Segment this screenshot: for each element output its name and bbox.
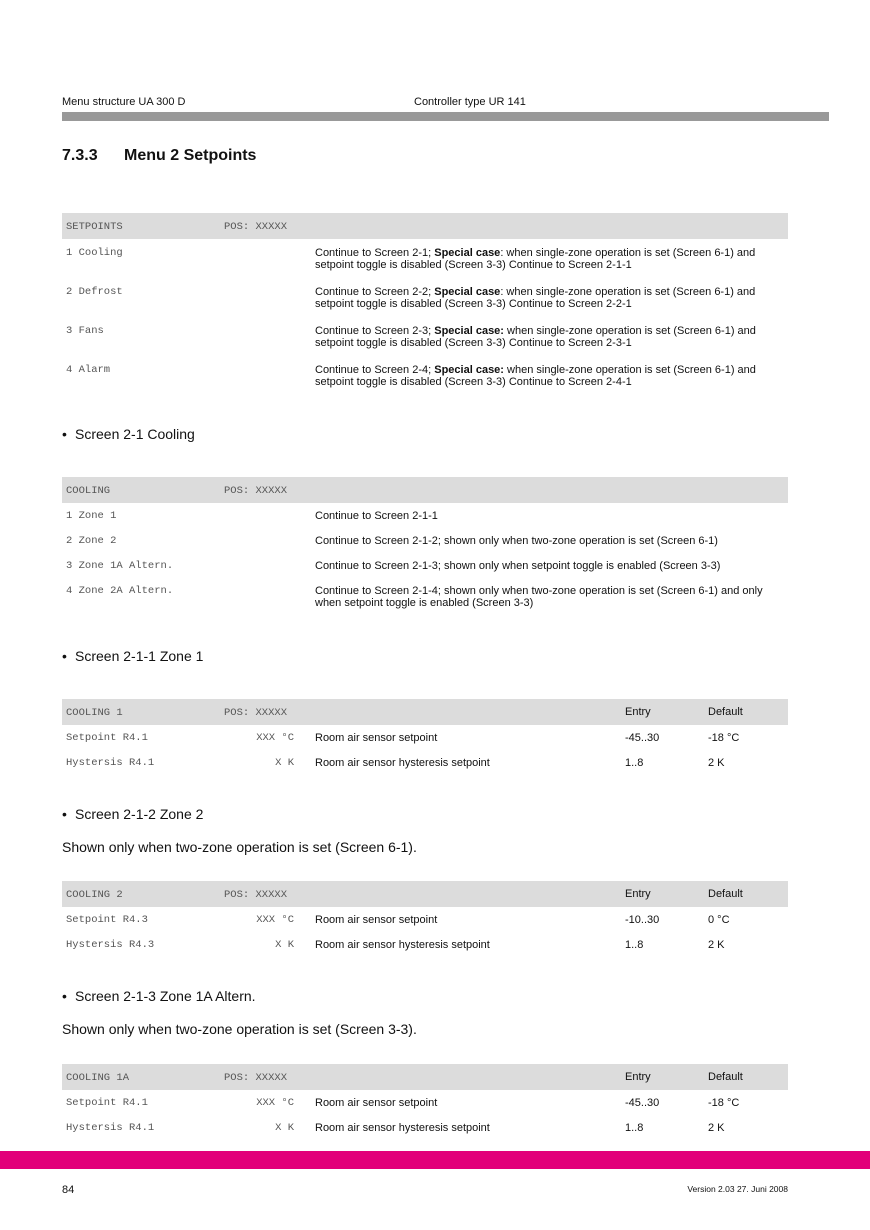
default-value: 0 °C xyxy=(708,914,730,926)
default-value: -18 °C xyxy=(708,732,740,744)
entry-range: 1..8 xyxy=(625,1122,644,1134)
header-document-title: Menu structure UA 300 D xyxy=(62,96,186,108)
screen-name: COOLING xyxy=(66,485,111,497)
menu-item: 3 Fans xyxy=(66,325,104,337)
entry-range: 1..8 xyxy=(625,757,644,769)
menu-item: 2 Zone 2 xyxy=(66,535,117,547)
screen-name: SETPOINTS xyxy=(66,221,123,233)
menu-item: 3 Zone 1A Altern. xyxy=(66,560,174,572)
parameter-name: Hystersis R4.3 xyxy=(66,939,155,951)
row-description: Continue to Screen 2-1; Special case: when single-zone operation is set (Screen 6-1) and setpoint toggle is disabled (Screen 3-3) Continue to Screen 2-1-1 xyxy=(315,247,756,271)
parameter-name: Setpoint R4.1 xyxy=(66,732,148,744)
default-header: Default xyxy=(708,888,743,900)
screen-bullet: • Screen 2-1-2 Zone 2 xyxy=(62,806,204,822)
page-number: 84 xyxy=(62,1184,75,1196)
row-description: Continue to Screen 2-1-4; shown only when two-zone operation is set (Screen 6-1) and only when setpoint toggle is enabled (Screen 3-3) xyxy=(315,585,763,609)
table-header xyxy=(62,213,788,239)
position-field: POS: XXXXX xyxy=(224,707,288,719)
bullet-icon: • xyxy=(62,988,67,1004)
row-description: Continue to Screen 2-1-1 xyxy=(315,510,438,522)
entry-header: Entry xyxy=(625,1071,651,1083)
table-header xyxy=(62,881,788,907)
setpoints-table xyxy=(62,213,788,388)
position-field: POS: XXXXX xyxy=(224,1072,288,1084)
row-description: Room air sensor hysteresis setpoint xyxy=(315,1122,490,1134)
bullet-icon: • xyxy=(62,806,67,822)
screen-name: COOLING 1 xyxy=(66,707,123,719)
section-heading xyxy=(62,147,256,165)
screen-bullet: • Screen 2-1-1 Zone 1 xyxy=(62,648,204,664)
table-header xyxy=(62,477,788,503)
default-value: 2 K xyxy=(708,757,725,769)
row-description: Continue to Screen 2-4; Special case: when single-zone operation is set (Screen 6-1) and setpoint toggle is disabled (Screen 3-3) Continue to Screen 2-4-1 xyxy=(315,364,756,388)
row-description: Continue to Screen 2-3; Special case: when single-zone operation is set (Screen 6-1) and setpoint toggle is disabled (Screen 3-3) Continue to Screen 2-3-1 xyxy=(315,325,756,349)
menu-item: 2 Defrost xyxy=(66,286,123,298)
entry-range: 1..8 xyxy=(625,939,644,951)
menu-item: 4 Alarm xyxy=(66,364,111,376)
cooling1-table xyxy=(62,699,788,769)
parameter-name: Setpoint R4.3 xyxy=(66,914,148,926)
parameter-name: Setpoint R4.1 xyxy=(66,1097,148,1109)
visibility-note: Shown only when two-zone operation is set (Screen 6-1). xyxy=(62,839,417,855)
entry-range: -45..30 xyxy=(625,1097,660,1109)
screen-bullet: • Screen 2-1-3 Zone 1A Altern. xyxy=(62,988,256,1004)
screen-name: COOLING 2 xyxy=(66,889,123,901)
default-value: 2 K xyxy=(708,1122,725,1134)
default-header: Default xyxy=(708,706,743,718)
entry-header: Entry xyxy=(625,888,651,900)
cooling-table xyxy=(62,477,788,609)
menu-item: 4 Zone 2A Altern. xyxy=(66,585,174,597)
cooling2-table xyxy=(62,881,788,951)
row-description: Room air sensor hysteresis setpoint xyxy=(315,757,490,769)
row-description: Continue to Screen 2-1-2; shown only when two-zone operation is set (Screen 6-1) xyxy=(315,535,718,547)
position-field: POS: XXXXX xyxy=(224,485,288,497)
position-field: POS: XXXXX xyxy=(224,889,288,901)
parameter-value: X K xyxy=(275,757,294,769)
row-description: Continue to Screen 2-1-3; shown only when setpoint toggle is enabled (Screen 3-3) xyxy=(315,560,721,572)
entry-range: -45..30 xyxy=(625,732,660,744)
row-description: Room air sensor setpoint xyxy=(315,1097,438,1109)
parameter-value: X K xyxy=(275,939,294,951)
entry-range: -10..30 xyxy=(625,914,660,926)
menu-item: 1 Cooling xyxy=(66,247,123,259)
visibility-note: Shown only when two-zone operation is set (Screen 3-3). xyxy=(62,1021,417,1037)
row-description: Room air sensor setpoint xyxy=(315,732,438,744)
header-divider xyxy=(62,112,829,121)
bullet-icon: • xyxy=(62,648,67,664)
default-value: -18 °C xyxy=(708,1097,740,1109)
row-description: Room air sensor setpoint xyxy=(315,914,438,926)
row-description: Room air sensor hysteresis setpoint xyxy=(315,939,490,951)
version-info: Version 2.03 27. Juni 2008 xyxy=(687,1184,788,1194)
row-description: Continue to Screen 2-2; Special case: when single-zone operation is set (Screen 6-1) and setpoint toggle is disabled (Screen 3-3) Continue to Screen 2-2-1 xyxy=(315,286,756,310)
default-value: 2 K xyxy=(708,939,725,951)
entry-header: Entry xyxy=(625,706,651,718)
table-header xyxy=(62,1064,788,1090)
screen-bullet: • Screen 2-1 Cooling xyxy=(62,426,195,442)
bullet-icon: • xyxy=(62,426,67,442)
default-header: Default xyxy=(708,1071,743,1083)
footer-accent-bar xyxy=(0,1151,870,1169)
screen-name: COOLING 1A xyxy=(66,1072,130,1084)
position-field: POS: XXXXX xyxy=(224,221,288,233)
parameter-value: XXX °C xyxy=(256,914,294,926)
parameter-value: X K xyxy=(275,1122,294,1134)
parameter-value: XXX °C xyxy=(256,732,294,744)
parameter-value: XXX °C xyxy=(256,1097,294,1109)
cooling1a-table xyxy=(62,1064,788,1134)
section-number: 7.3.3 xyxy=(62,147,98,164)
table-header xyxy=(62,699,788,725)
parameter-name: Hystersis R4.1 xyxy=(66,757,155,769)
section-title: Menu 2 Setpoints xyxy=(124,147,257,164)
header-controller-type: Controller type UR 141 xyxy=(414,96,526,108)
menu-item: 1 Zone 1 xyxy=(66,510,117,522)
parameter-name: Hystersis R4.1 xyxy=(66,1122,155,1134)
